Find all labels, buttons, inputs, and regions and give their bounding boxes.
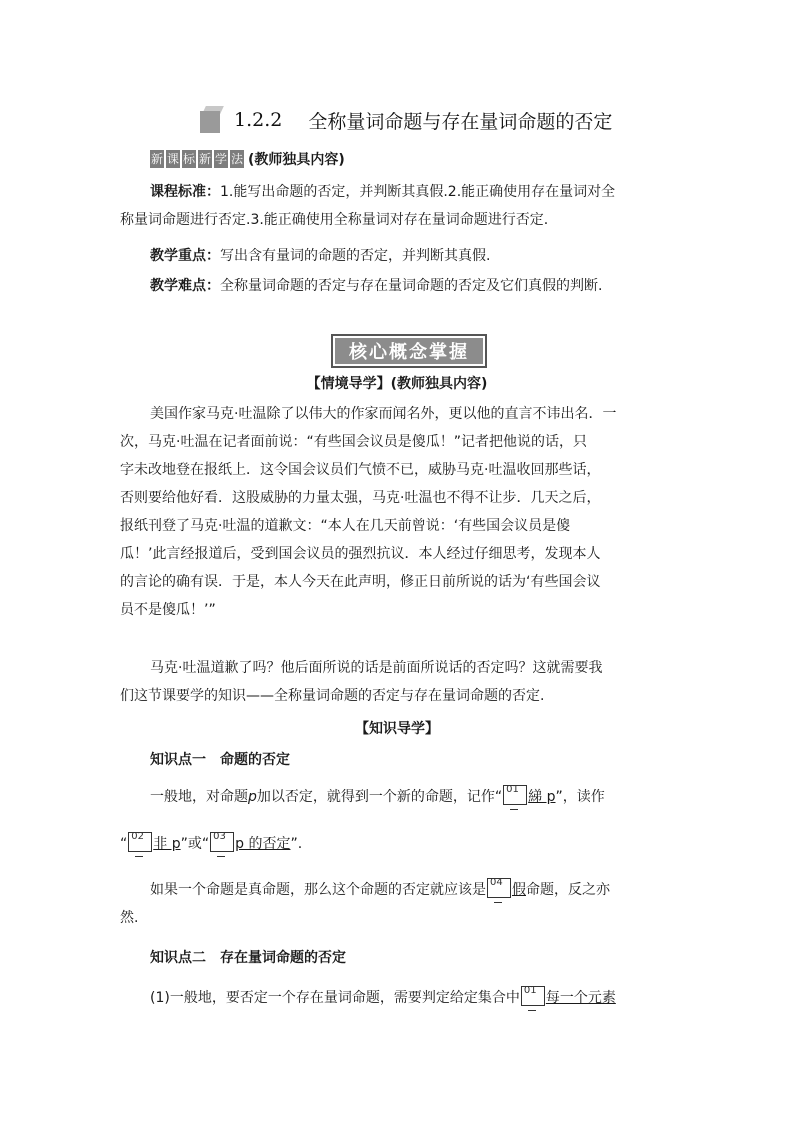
story-line: 字未改地登在报纸上．这令国会议员们气愤不已，威胁马克·吐温收回那些话，	[120, 462, 601, 478]
story-paragraph	[120, 400, 676, 624]
standards-line-1: 1.能写出命题的否定，并判断其真假.2.能正确使用存在量词对全	[220, 184, 616, 200]
blank-number: 02	[131, 831, 144, 842]
kp1-text: “	[120, 836, 128, 852]
curriculum-standards	[120, 178, 676, 234]
kp2-paragraph	[120, 984, 676, 1012]
kp1-text: ”.	[290, 836, 303, 852]
difficulty-text: 全称量词命题的否定与存在量词命题的否定及它们真假的判断.	[220, 278, 603, 294]
tag-char: 学	[214, 152, 227, 166]
kp1-text: 命题，反之亦	[526, 882, 610, 898]
story-line: 报纸刊登了马克·吐温的道歉文：“本人在几天前曾说：‘有些国会议员是傻	[120, 518, 571, 534]
answer-blank-box	[128, 832, 152, 852]
situation-heading-note: (教师独具内容)	[390, 376, 488, 392]
blank-number: 01	[523, 985, 537, 996]
tag-char: 课	[166, 152, 179, 166]
variable-p: p	[248, 789, 257, 805]
core-concept-banner	[331, 334, 487, 368]
kp2-title: 知识点二 存在量词命题的否定	[150, 950, 346, 966]
teaching-difficulty	[120, 272, 676, 300]
blank-number: 04	[490, 877, 503, 888]
standards-label: 课程标准：	[150, 184, 220, 200]
kp1-text: 加以否定，就得到一个新的命题，记作“	[256, 789, 503, 805]
kp1-paragraph-2	[120, 830, 676, 858]
question-paragraph	[120, 654, 676, 710]
tag-char: 法	[230, 152, 243, 166]
knowledge-heading: 【知识导学】	[355, 721, 439, 737]
section-number: 1.2.2	[234, 109, 283, 131]
kp1-title: 知识点一 命题的否定	[150, 752, 290, 768]
standards-line-2: 称量词命题进行否定.3.能正确使用全称量词对存在量词命题进行否定.	[120, 212, 549, 228]
story-line: 员不是傻瓜！’”	[120, 602, 216, 618]
method-tag	[150, 147, 345, 171]
story-line: 美国作家马克·吐温除了以伟大的作家而闻名外，更以他的直言不讳出名．一	[150, 406, 617, 422]
answer-blank-box	[521, 986, 545, 1006]
book-icon	[198, 105, 224, 135]
banner-text: 核心概念掌握	[349, 342, 469, 363]
kp1-text: 然.	[120, 910, 139, 926]
answer-text: 綈 p	[528, 789, 556, 805]
kp1-paragraph-3	[120, 876, 676, 932]
answer-text: 假	[512, 882, 526, 898]
tag-char: 标	[182, 152, 195, 166]
question-line: 们这节课要学的知识——全称量词命题的否定与存在量词命题的否定.	[120, 688, 545, 704]
key-point-label: 教学重点：	[150, 248, 220, 264]
answer-text: 非 p	[153, 836, 181, 852]
answer-blank-box	[503, 785, 527, 805]
story-line: 否则要给他好看．这股威胁的力量太强，马克·吐温也不得不让步．几天之后，	[120, 490, 601, 506]
kp1-text: ”或“	[180, 836, 210, 852]
question-line: 马克·吐温道歉了吗？他后面所说的话是前面所说话的否定吗？这就需要我	[150, 660, 603, 676]
story-line: 次，马克·吐温在记者面前说：“有些国会议员是傻瓜！”记者把他说的话，只	[120, 434, 587, 450]
kp1-text: 如果一个命题是真命题，那么这个命题的否定就应该是	[150, 882, 486, 898]
tag-note: (教师独具内容)	[248, 152, 345, 168]
kp1-text: 一般地，对命题	[150, 789, 248, 805]
knowledge-point-1-title	[120, 746, 676, 774]
situation-heading-main: 【情境导学】	[306, 376, 391, 392]
answer-text: p 的否定	[235, 836, 291, 852]
story-line: 的言论的确有误．于是，本人今天在此声明，修正日前所说的话为‘有些国会议	[120, 574, 601, 590]
teaching-key-point	[120, 242, 676, 270]
section-title	[198, 100, 612, 140]
kp2-text: (1)一般地，要否定一个存在量词命题，需要判定给定集合中	[150, 990, 520, 1006]
tag-char: 新	[198, 152, 211, 166]
answer-blank-box	[487, 878, 511, 898]
kp1-text: ”，读作	[555, 789, 605, 805]
kp1-paragraph	[120, 783, 676, 811]
key-point-text: 写出含有量词的命题的否定，并判断其真假.	[220, 248, 491, 264]
tag-char: 新	[150, 152, 163, 166]
story-line: 瓜！’此言经报道后，受到国会议员的强烈抗议．本人经过仔细思考，发现本人	[120, 546, 601, 562]
section-title-text: 全称量词命题与存在量词命题的否定	[308, 110, 613, 133]
answer-text: 每一个元素	[545, 990, 616, 1006]
answer-blank-box	[210, 832, 234, 852]
knowledge-point-2-title	[120, 944, 676, 972]
blank-number: 03	[213, 831, 226, 842]
blank-number: 01	[506, 784, 519, 795]
situation-heading	[0, 373, 794, 393]
difficulty-label: 教学难点：	[150, 278, 220, 294]
